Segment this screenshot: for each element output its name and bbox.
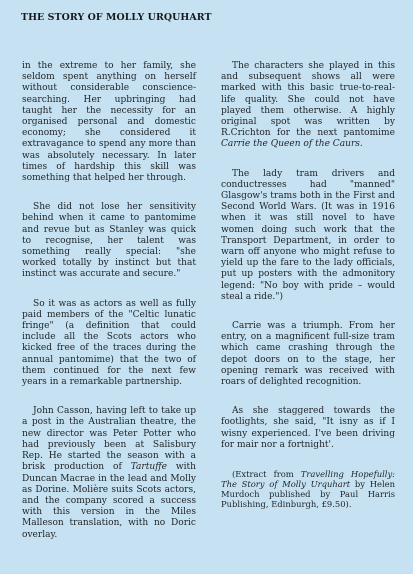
paragraph: Carrie was a triumph. From her entry, on a magnificent full-size tram which came crashing through the depot doors on to the stage, her opening remark was received with roars of delighted recognition. — [221, 321, 395, 388]
paragraph: in the extreme to her family, she seldom spent anything on herself without considerable conscience-searching. Her upbringing had taught her the necessity for an organised personal and domestic economy; she considered it extravagance to spend any more than was absolutely necessary. In later times of hardship this skill was something that helped her through. — [22, 61, 196, 184]
paragraph — [22, 406, 196, 540]
paragraph: So it was as actors as well as fully paid members of the "Celtic lunatic fringe" (a definition that could include all the Scots actors who kicked free of the traces during the annual pantomime) that the two of them continued for the next few years in a remarkable partnership. — [22, 298, 196, 388]
text-run: with Duncan Macrae in the lead and Molly as Dorine. Molière suits Scots actors, and the company scored a success with this version in the Miles Malleson translation, with no Doric overlay. — [22, 462, 196, 540]
right-column — [221, 61, 395, 517]
play-title: Tartuffe — [130, 462, 167, 473]
pantomime-title: Carrie the Queen of the Caurs. — [221, 139, 363, 150]
source-note — [221, 469, 395, 509]
text-run: John Casson, having left to take up a post in the Australian theatre, the new director was Peter Potter who had previously been at Salisbury Rep. He started the season with a brisk production of — [22, 406, 196, 473]
book-title: Travelling Hopefully: The Story of Molly Urquhart — [221, 469, 395, 490]
text-run: by Helen Murdoch published by Paul Harris Publishing, Edinburgh, £9.50). — [221, 479, 395, 510]
paragraph — [221, 61, 395, 151]
paragraph: As she staggered towards the footlights, she said, "It isny as if I wisny experienced. I've been driving for mair nor a fortnight'. — [221, 406, 395, 450]
text-run: The characters she played in this and subsequent shows all were marked with this basic true-to-real-life quality. She could not have played them otherwise. A highly original spot was written by R.Crichton for the next pantomime — [221, 61, 395, 139]
left-column — [22, 61, 196, 559]
paragraph: The lady tram drivers and conductresses had "manned" Glasgow's trams both in the First and Second World Wars. (It was in 1916 when it was still novel to have women doing such work that the Transport Department, in order to warn off anyone who might refuse to yield up the fare to the lady officials, put up posters with the admonitory legend: "No boy with pride – would steal a ride.") — [221, 168, 395, 302]
paragraph: She did not lose her sensitivity behind when it came to pantomime and revue but as Stanley was quick to recognise, her talent was something really special: "she worked totally by instinct but that instinct was accurate and secure." — [22, 202, 196, 280]
text-run: (Extract from — [232, 469, 301, 480]
running-head: THE STORY OF MOLLY URQUHART — [21, 12, 212, 23]
